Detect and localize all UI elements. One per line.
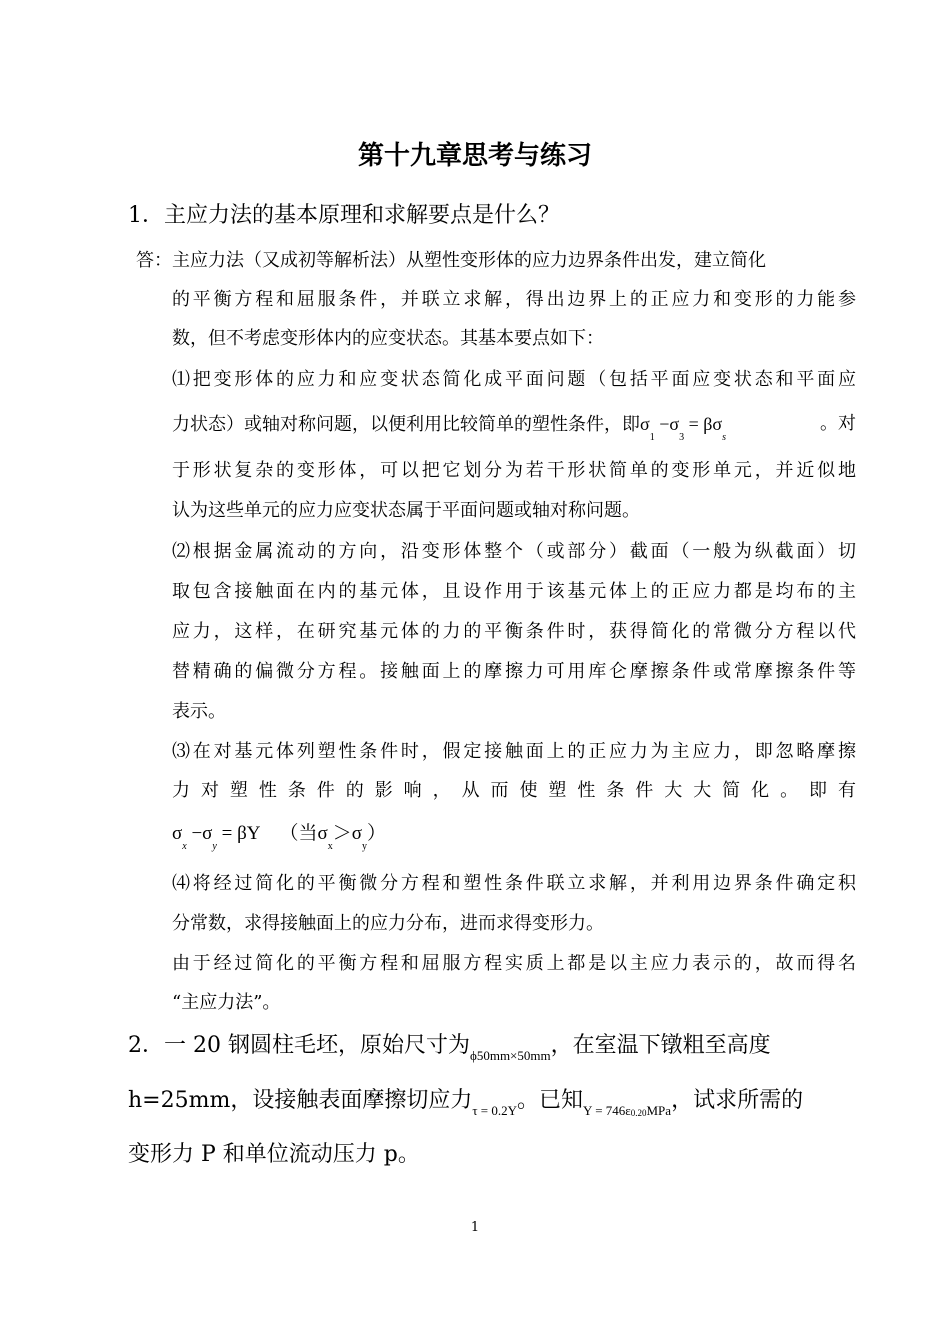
question-1: 1．主应力法的基本原理和求解要点是什么？ — [128, 203, 560, 228]
point-2-line: 应力，这样，在研究基元体的力的平衡条件时，获得简化的常微分方程以代 — [172, 621, 856, 642]
conclusion-line: “主应力法”。 — [172, 992, 281, 1013]
point-2-line: 替精确的偏微分方程。接触面上的摩擦力可用库仑摩擦条件或常摩擦条件等 — [172, 661, 856, 682]
point-2-line: ⑵根据金属流动的方向，沿变形体整个（或部分）截面（一般为纵截面）切 — [172, 541, 856, 562]
question-2-line: 2．一 20 钢圆柱毛坯，原始尺寸为$_{\phi 50mm\times 50mm}$，在室温下镦粗至高度 — [128, 1033, 771, 1063]
question-2-line: h=25mm，设接触表面摩擦切应力$_{\tau = 0.2Y}$。已知$_{Y = 746\varepsilon 0.20MPa}$，试求所需的 — [128, 1088, 804, 1118]
point-2-line: 表示。 — [172, 701, 226, 722]
point-1-line-formula — [172, 409, 856, 443]
point-1-line: 于形状复杂的变形体，可以把它划分为若干形状简单的变形单元，并近似地 — [172, 460, 856, 481]
point-1-line: 认为这些单元的应力应变状态属于平面问题或轴对称问题。 — [172, 500, 640, 521]
answer-text: 。对 — [820, 413, 856, 434]
page-number: 1 — [470, 1220, 480, 1235]
point-3-line: ⑶在对基元体列塑性条件时，假定接触面上的正应力为主应力，即忽略摩擦 — [172, 741, 856, 762]
answer-text: 力状态）或轴对称问题，以便利用比较简单的塑性条件，即 — [172, 414, 640, 435]
question-2-line: 变形力 P 和单位流动压力 p。 — [128, 1142, 420, 1167]
point-1-line: ⑴把变形体的应力和应变状态简化成平面问题（包括平面应变状态和平面应 — [172, 369, 856, 390]
conclusion-line: 由于经过简化的平衡方程和屈服方程实质上都是以主应力表示的，故而得名 — [172, 953, 856, 974]
point-4-line: 分常数，求得接触面上的应力分布，进而求得变形力。 — [172, 913, 604, 934]
formula-yield-condition: $\sigma_x -\sigma_y = \beta Y$ （当$\sigma_x>\sigma_y$） — [172, 823, 387, 852]
answer-line: 答：主应力法（又成初等解析法）从塑性变形体的应力边界条件出发，建立简化 — [136, 250, 766, 271]
answer-line: 的平衡方程和屈服条件，并联立求解，得出边界上的正应力和变形的力能参 — [172, 289, 856, 310]
point-4-line: ⑷将经过简化的平衡微分方程和塑性条件联立求解，并利用边界条件确定积 — [172, 873, 856, 894]
formula-sigma-diff: $\sigma_1 -\sigma_3 = \beta\sigma_s$ — [640, 414, 726, 443]
answer-line: 数，但不考虑变形体内的应变状态。其基本要点如下： — [172, 328, 604, 349]
point-2-line: 取包含接触面在内的基元体，且设作用于该基元体上的正应力都是均布的主 — [172, 581, 856, 602]
point-3-line: 力对塑性条件的影响，从而使塑性条件大大简化。即有 — [172, 780, 856, 801]
chapter-title: 第十九章思考与练习 — [357, 141, 592, 171]
